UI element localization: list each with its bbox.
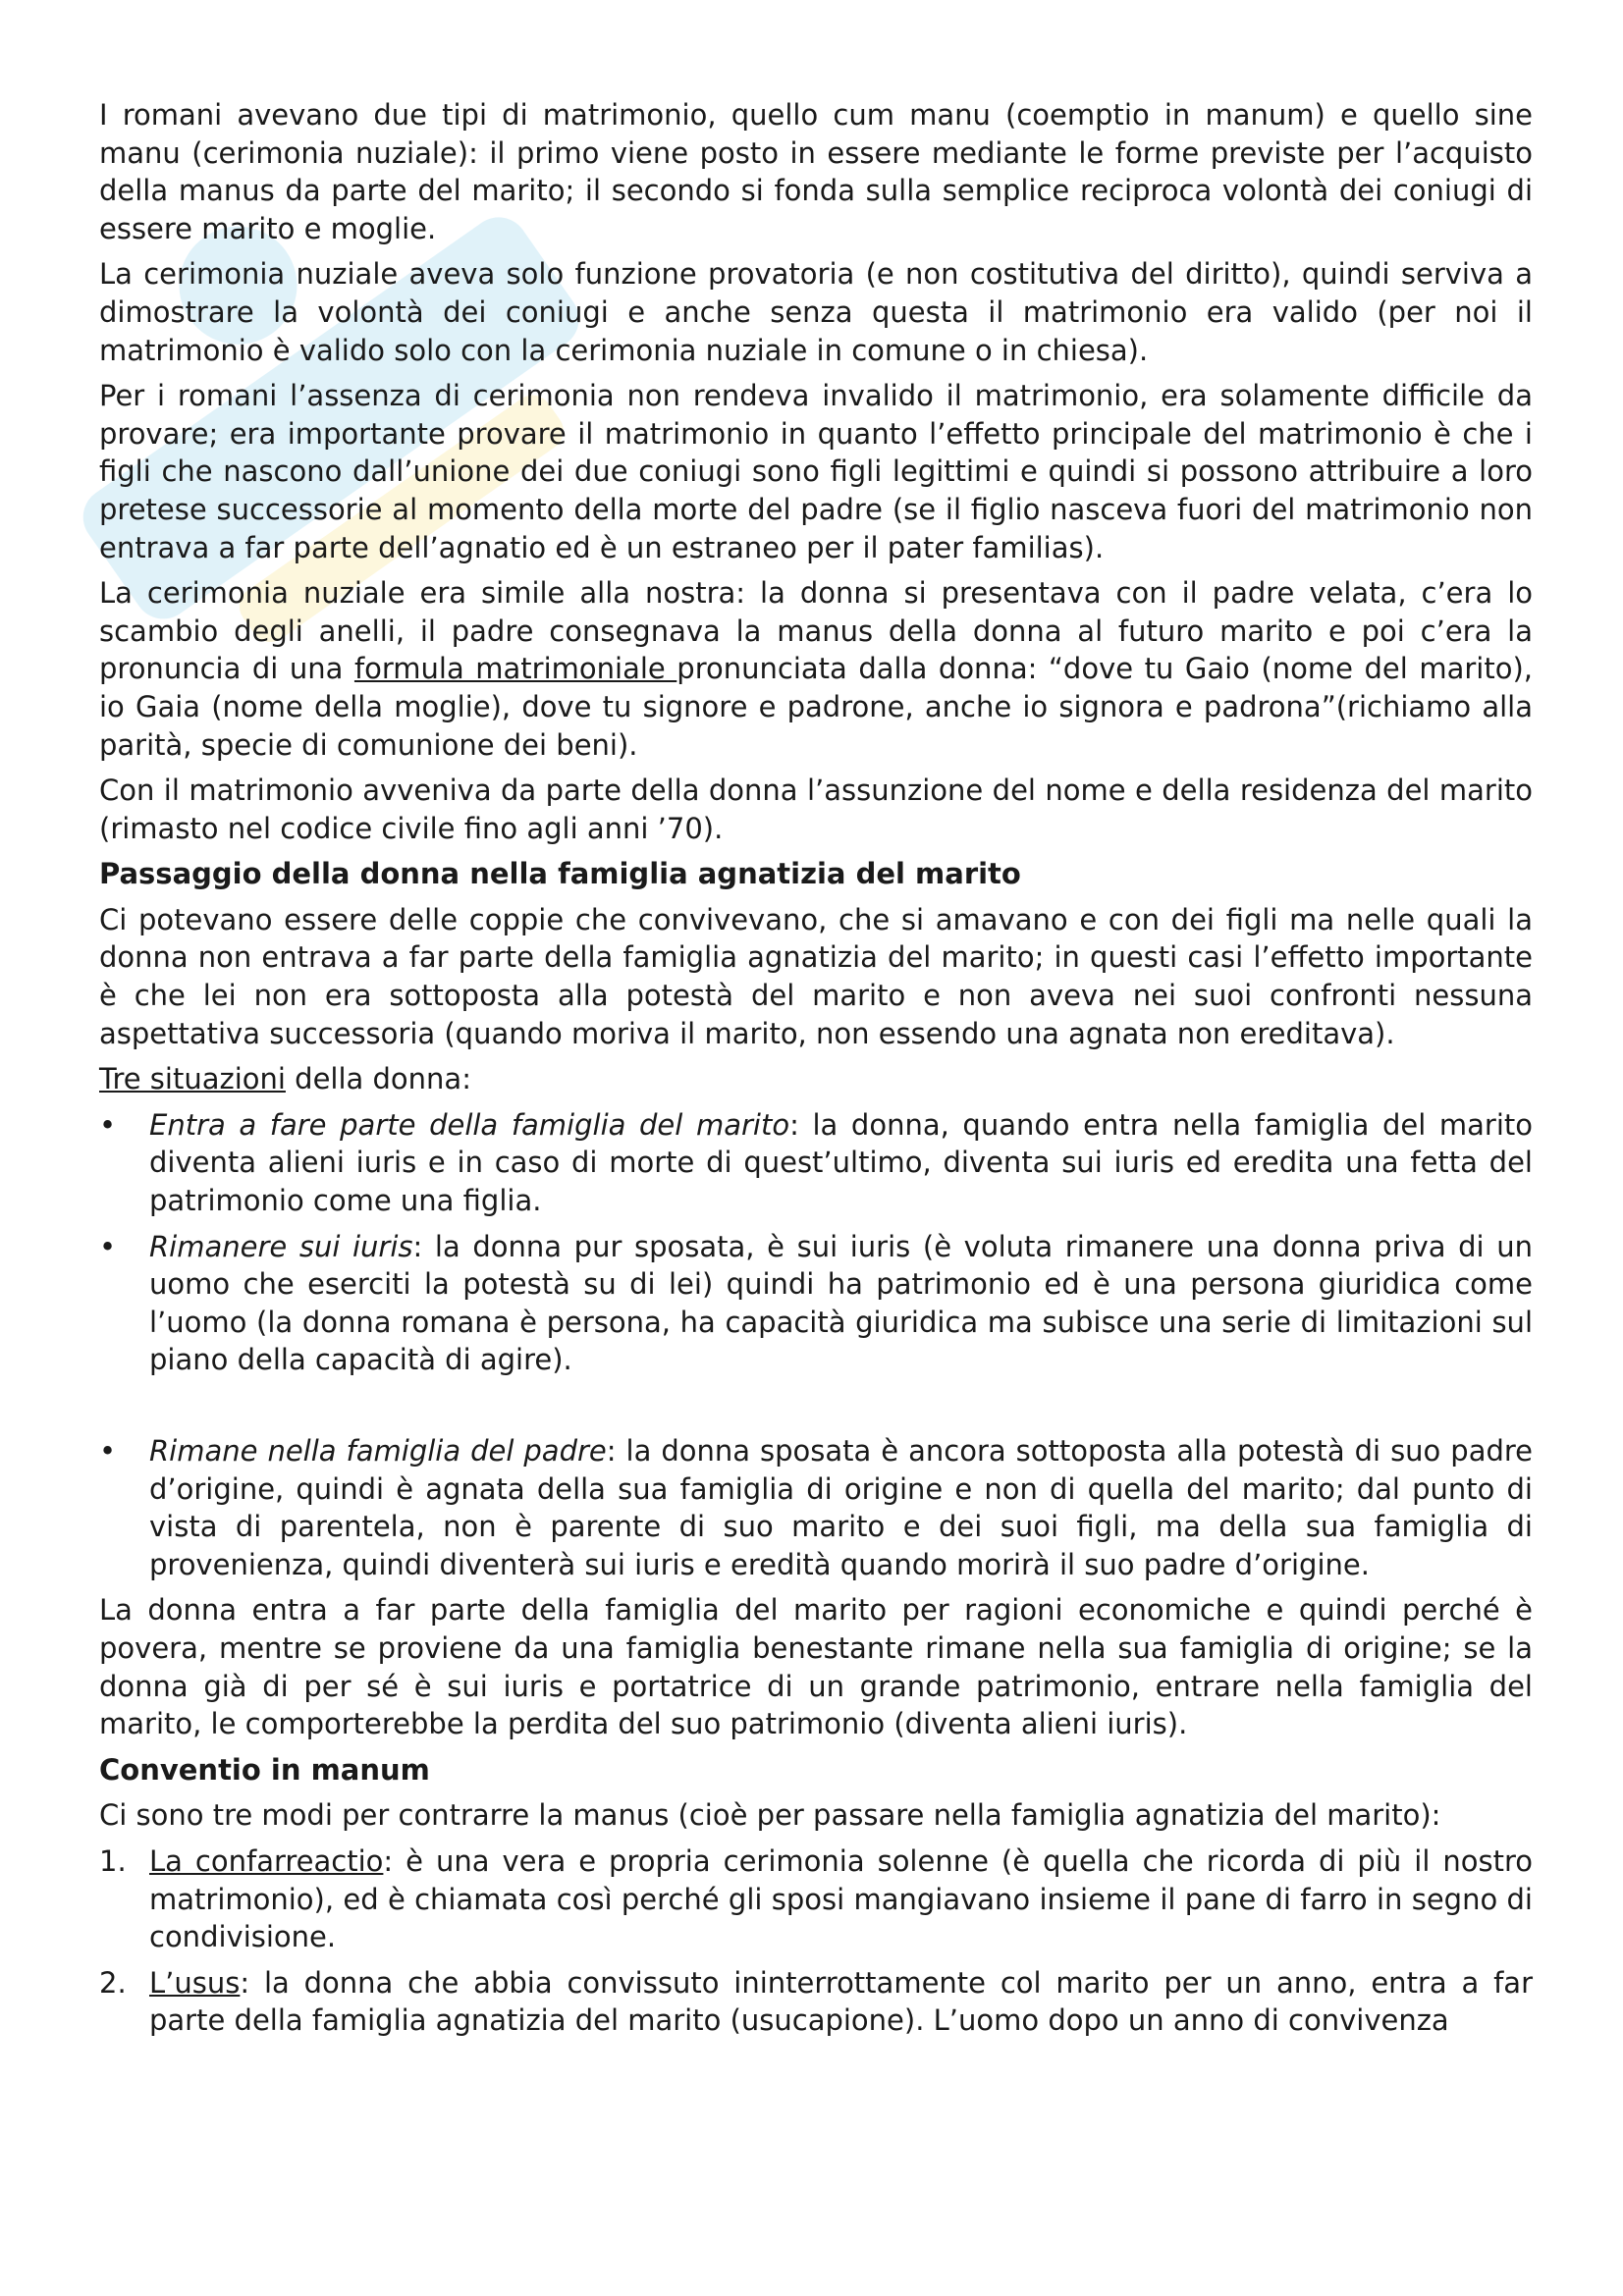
paragraph: La cerimonia nuziale era simile alla nostra: la donna si presentava con il padre velata, c’era lo scambio degli anelli, il padre consegnava la manus della donna al futuro marito e poi c’era la pronuncia di una formula matrimoniale pronunciata dalla donna: “dove tu Gaio (nome del marito), io Gaia (nome della moglie), dove tu signore e padrone, anche io signora e padrona”(richiamo alla parità, specie di comunione dei beni). [99,576,1533,762]
paragraph: La cerimonia nuziale aveva solo funzione provatoria (e non costitutiva del diritto), quindi serviva a dimostrare la volontà dei coniugi e anche senza questa il matrimonio era valido (per noi il matrimonio è valido solo con la cerimonia nuziale in comune o in chiesa). [99,257,1533,367]
numbered-list [99,1842,1533,2040]
underlined-term: Tre situazioni [99,1062,286,1096]
section-heading: Conventio in manum [99,1752,430,1787]
paragraph: Ci potevano essere delle coppie che convivevano, che si amavano e con dei figli ma nelle quali la donna non entrava a far parte della famiglia agnatizia del marito; in questi casi l’effetto importante è che lei non era sottoposta alla potestà del marito e non aveva nei suoi confronti nessuna aspettativa successoria (quando moriva il marito, non essendo una agnata non ereditava). [99,902,1533,1050]
list-item: • Entra a fare parte della famiglia del marito: la donna, quando entra nella famiglia del marito diventa alieni iuris e in caso di morte di quest’ultimo, diventa sui iuris ed eredita una fetta del patrimonio come una figlia. [99,1106,1533,1220]
bullet-list [99,1106,1533,1584]
list-item: • Rimane nella famiglia del padre: la donna sposata è ancora sottoposta alla potestà di suo padre d’origine, quindi è agnata della sua famiglia di origine e non di quella del marito; dal punto di vista di parentela, non è parente di suo marito e dei suoi figli, ma della sua famiglia di provenienza, quindi diventerà sui iuris e eredità quando morirà il suo padre d’origine. [99,1432,1533,1583]
section-heading: Passaggio della donna nella famiglia agnatizia del marito [99,857,1021,891]
underlined-term: L’usus [149,1965,241,2000]
list-item: 2. L’usus: la donna che abbia convissuto ininterrottamente col marito per un anno, entra a far parte della famiglia agnatizia del marito (usucapione). L’uomo dopo un anno di convivenza [99,1965,1533,2038]
underlined-term: La confarreactio [149,1843,384,1878]
list-spacer [99,1387,1533,1424]
paragraph: Con il matrimonio avveniva da parte della donna l’assunzione del nome e della residenza del marito (rimasto nel codice civile fino agli anni ’70). [99,774,1533,845]
list-item: 1. La confarreactio: è una vera e propria cerimonia solenne (è quella che ricorda di più il nostro matrimonio), ed è chiamata così perché gli sposi mangiavano insieme il pane di farro in segno di condivisione. [99,1843,1534,1954]
paragraph: I romani avevano due tipi di matrimonio, quello cum manu (coemptio in manum) e quello sine manu (cerimonia nuziale): il primo viene posto in essere mediante le forme previste per l’acquisto della manus da parte del marito; il secondo si fonda sulla semplice reciproca volontà dei coniugi di essere marito e moglie. [99,98,1533,245]
underlined-term: formula matrimoniale [353,652,677,686]
list-item: • Rimanere sui iuris: la donna pur sposata, è sui iuris (è voluta rimanere una donna priva di un uomo che eserciti la potestà su di lei) quindi ha patrimonio ed è una persona giuridica come l’uomo (la donna romana è persona, ha capacità giuridica ma subisce una serie di limitazioni sul piano della capacità di agire). [99,1228,1533,1379]
document-page [99,96,1533,2048]
paragraph: Tre situazioni della donna: [99,1062,471,1096]
paragraph: Per i romani l’assenza di cerimonia non rendeva invalido il matrimonio, era solamente difficile da provare; era importante provare il matrimonio in quanto l’effetto principale del matrimonio è che i figli che nascono dall’unione dei due coniugi sono figli legittimi e quindi si possono attribuire a loro pretese successorie al momento della morte del padre (se il figlio nasceva fuori del matrimonio non entrava a far parte dell’agnatio ed è un estraneo per il pater familias). [99,379,1533,564]
paragraph: La donna entra a far parte della famiglia del marito per ragioni economiche e quindi perché è povera, mentre se proviene da una famiglia benestante rimane nella sua famiglia di origine; se la donna già di per sé è sui iuris e portatrice di un grande patrimonio, entrare nella famiglia del marito, le comporterebbe la perdita del suo patrimonio (diventa alieni iuris). [99,1593,1533,1741]
paragraph: Ci sono tre modi per contrarre la manus (cioè per passare nella famiglia agnatizia del marito): [99,1798,1441,1833]
